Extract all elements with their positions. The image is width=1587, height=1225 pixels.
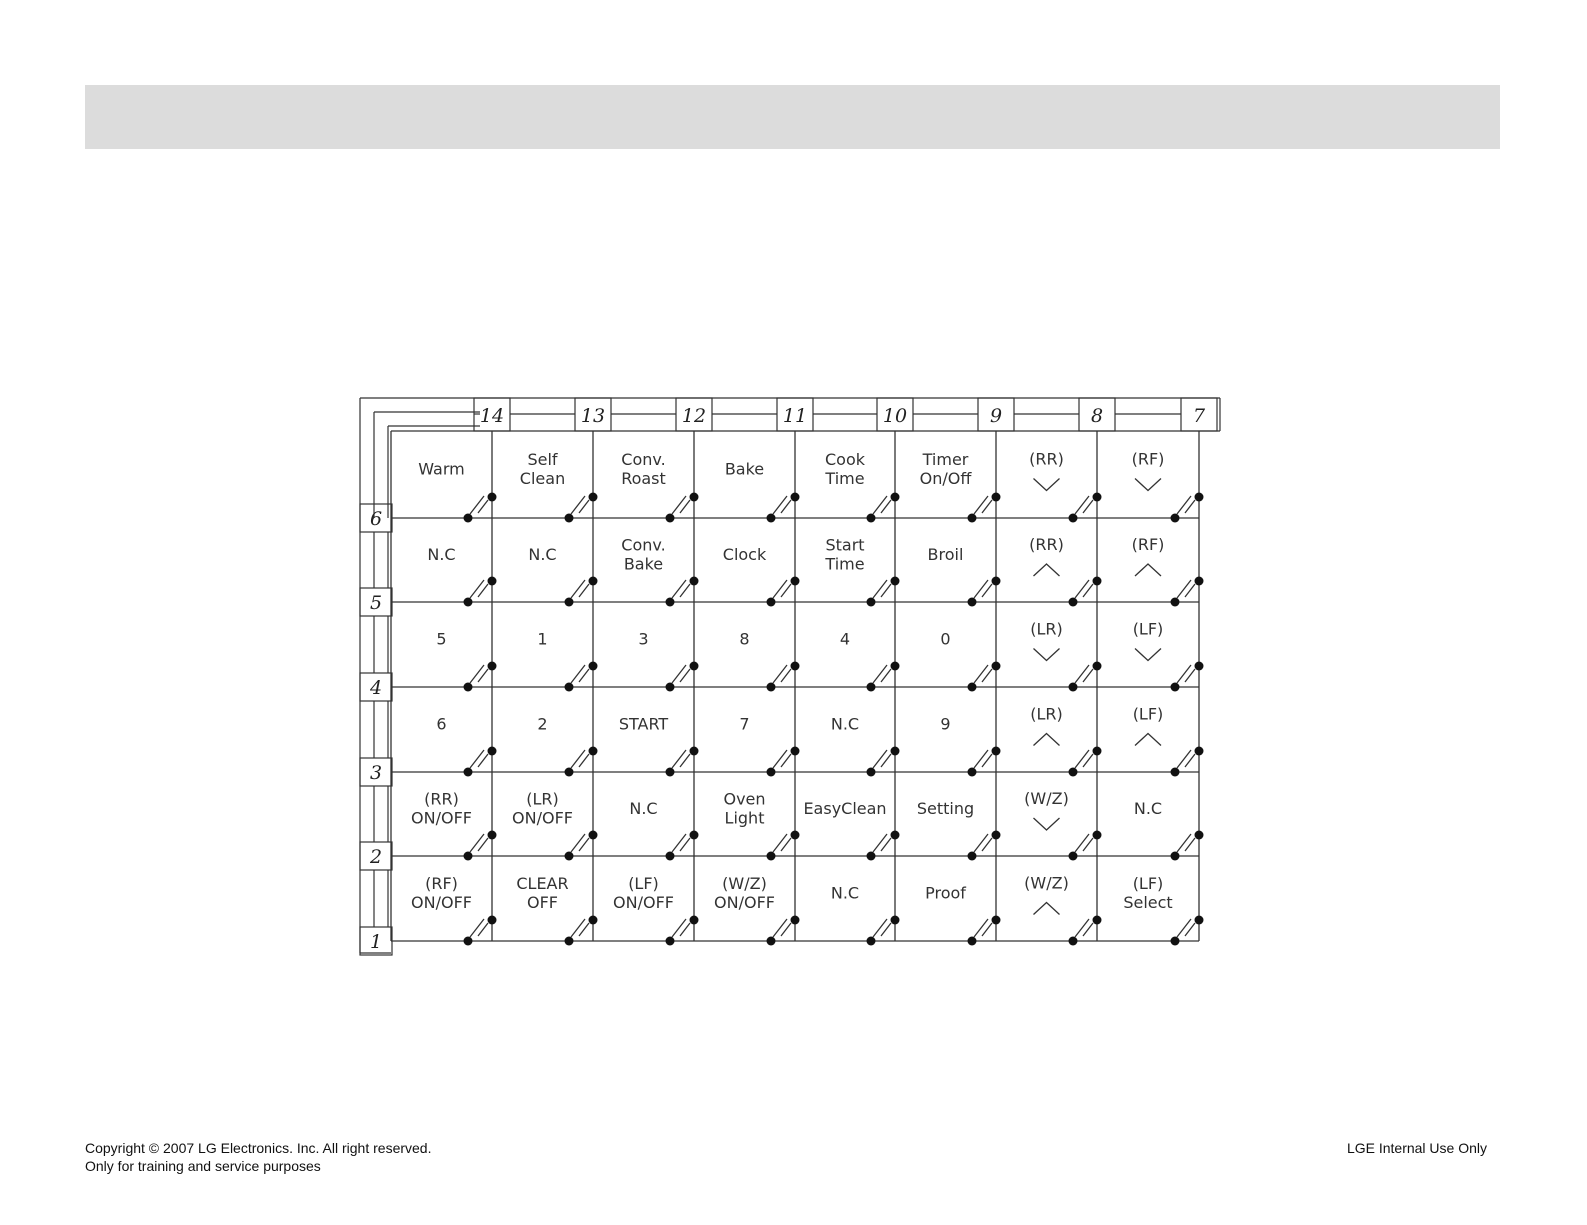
switch-contact-dot bbox=[1069, 937, 1078, 946]
key-label: Proof bbox=[925, 883, 966, 903]
switch-lever bbox=[470, 834, 484, 852]
key-label: Clock bbox=[722, 545, 767, 564]
switch-lever bbox=[773, 580, 787, 598]
switch-contact-dot bbox=[690, 662, 699, 671]
switch-contact-dot bbox=[1069, 683, 1078, 692]
key-label: (RF) bbox=[1131, 449, 1165, 469]
switch-contact-dot bbox=[565, 768, 574, 777]
switch-contact-dot bbox=[891, 493, 900, 502]
switch-contact-dot bbox=[992, 747, 1001, 756]
key-label: 3 bbox=[638, 629, 649, 649]
key-label: EasyClean bbox=[803, 799, 887, 818]
matrix-frame bbox=[360, 398, 1220, 955]
switch-lever bbox=[974, 834, 988, 852]
key-label: Start bbox=[825, 535, 865, 555]
switch-contact-dot bbox=[968, 598, 977, 607]
key-label: (RR) bbox=[424, 789, 459, 809]
key-label: (W/Z) bbox=[1024, 789, 1069, 808]
switch-contact-dot bbox=[1195, 493, 1204, 502]
column-number-label: 7 bbox=[1192, 405, 1206, 427]
switch-lever bbox=[873, 834, 887, 852]
switch-contact-dot bbox=[488, 662, 497, 671]
switch-lever bbox=[1177, 834, 1191, 852]
switch-lever bbox=[873, 919, 887, 937]
key-label: 2 bbox=[537, 714, 548, 734]
switch-contact-dot bbox=[464, 598, 473, 607]
switch-contact-dot bbox=[791, 493, 800, 502]
switch-contact-dot bbox=[488, 577, 497, 586]
switch-contact-dot bbox=[589, 916, 598, 925]
switch-lever bbox=[470, 750, 484, 768]
key-label: (LF) bbox=[1132, 619, 1164, 639]
switch-contact-dot bbox=[767, 683, 776, 692]
key-label: 0 bbox=[940, 629, 951, 649]
switch-contact-dot bbox=[666, 937, 675, 946]
key-label: START bbox=[618, 714, 669, 734]
switch-contact-dot bbox=[589, 493, 598, 502]
switch-contact-dot bbox=[589, 831, 598, 840]
switch-contact-dot bbox=[891, 831, 900, 840]
switch-lever bbox=[1177, 665, 1191, 683]
key-label: OFF bbox=[527, 893, 558, 912]
switch-lever bbox=[773, 665, 787, 683]
switch-contact-dot bbox=[791, 577, 800, 586]
key-label: N.C bbox=[830, 714, 860, 734]
switch-contact-dot bbox=[867, 852, 876, 861]
switch-contact-dot bbox=[767, 852, 776, 861]
switch-contact-dot bbox=[1195, 831, 1204, 840]
switch-contact-dot bbox=[488, 747, 497, 756]
key-label: N.C bbox=[1133, 799, 1163, 818]
chevron-up-icon bbox=[1034, 734, 1060, 746]
key-label: (RF) bbox=[1131, 535, 1165, 554]
key-label: (RF) bbox=[425, 874, 458, 893]
key-label: Cook bbox=[824, 450, 866, 469]
switch-contact-dot bbox=[1093, 577, 1102, 586]
key-label: ON/OFF bbox=[613, 893, 674, 912]
matrix-grid bbox=[391, 431, 1199, 941]
switch-contact-dot bbox=[992, 493, 1001, 502]
key-label: N.C bbox=[830, 883, 860, 903]
switch-contact-dot bbox=[767, 768, 776, 777]
switch-contact-dot bbox=[867, 514, 876, 523]
key-label: Setting bbox=[916, 799, 975, 818]
internal-use-text: LGE Internal Use Only bbox=[1346, 1140, 1487, 1156]
column-number-label: 10 bbox=[882, 405, 908, 427]
chevron-down-icon bbox=[1135, 479, 1161, 491]
key-label: Timer bbox=[922, 450, 969, 469]
switch-contact-dot bbox=[891, 577, 900, 586]
switch-contact-dot bbox=[1171, 852, 1180, 861]
switch-lever bbox=[571, 580, 585, 598]
switch-contact-dot bbox=[1093, 662, 1102, 671]
switch-lever bbox=[571, 919, 585, 937]
switch-contact-dot bbox=[464, 768, 473, 777]
switch-contact-dot bbox=[791, 747, 800, 756]
switch-contact-dot bbox=[565, 852, 574, 861]
switch-contact-dot bbox=[666, 514, 675, 523]
key-label: Oven bbox=[723, 789, 766, 809]
switch-contact-dot bbox=[1195, 577, 1204, 586]
switch-lever bbox=[1075, 580, 1089, 598]
switch-lever bbox=[1075, 665, 1089, 683]
key-label: (W/Z) bbox=[1024, 873, 1069, 893]
switch-contact-dot bbox=[589, 577, 598, 586]
switch-lever bbox=[1177, 496, 1191, 514]
switch-contact-dot bbox=[1069, 768, 1078, 777]
switch-contact-dot bbox=[1171, 514, 1180, 523]
chevron-up-icon bbox=[1034, 564, 1060, 576]
switch-contact-dot bbox=[1093, 916, 1102, 925]
footer-left bbox=[85, 1139, 431, 1175]
switch-contact-dot bbox=[1093, 831, 1102, 840]
row-number-label: 1 bbox=[369, 931, 383, 953]
switch-lever bbox=[873, 496, 887, 514]
switch-contact-dot bbox=[791, 662, 800, 671]
switch-contact-dot bbox=[690, 916, 699, 925]
key-label: (RR) bbox=[1029, 535, 1064, 554]
switch-contact-dot bbox=[690, 577, 699, 586]
switch-lever bbox=[470, 496, 484, 514]
switch-lever bbox=[1177, 919, 1191, 937]
chevron-up-icon bbox=[1135, 734, 1161, 746]
switch-lever bbox=[974, 580, 988, 598]
switch-lever bbox=[571, 834, 585, 852]
switch-contact-dot bbox=[1195, 747, 1204, 756]
key-label: N.C bbox=[427, 545, 456, 564]
chevron-down-icon bbox=[1034, 818, 1060, 830]
switch-contact-dot bbox=[1171, 937, 1180, 946]
key-label: Warm bbox=[418, 459, 465, 479]
switch-contact-dot bbox=[992, 916, 1001, 925]
key-label: Conv. bbox=[621, 450, 666, 469]
row-number-label: 2 bbox=[369, 846, 383, 868]
switch-lever bbox=[873, 750, 887, 768]
key-label: (LF) bbox=[1132, 704, 1164, 724]
switch-lever bbox=[1177, 750, 1191, 768]
switch-contact-dot bbox=[992, 662, 1001, 671]
key-label: CLEAR bbox=[516, 874, 569, 893]
switch-contact-dot bbox=[791, 831, 800, 840]
column-number-label: 11 bbox=[782, 405, 808, 427]
matrix-labels bbox=[369, 405, 1206, 953]
switch-lever bbox=[1075, 919, 1089, 937]
switch-lever bbox=[974, 665, 988, 683]
key-label: On/Off bbox=[919, 469, 972, 488]
key-label: Conv. bbox=[621, 535, 666, 555]
switch-lever bbox=[470, 919, 484, 937]
key-label: 6 bbox=[436, 714, 447, 734]
key-label: ON/OFF bbox=[411, 808, 472, 828]
key-label: 7 bbox=[739, 714, 750, 734]
key-label: Select bbox=[1123, 893, 1173, 912]
switch-contact-dot bbox=[992, 577, 1001, 586]
switch-lever bbox=[672, 580, 686, 598]
column-number-label: 8 bbox=[1090, 405, 1104, 427]
key-label: ON/OFF bbox=[411, 893, 472, 912]
switch-contact-dot bbox=[565, 598, 574, 607]
switch-contact-dot bbox=[666, 768, 675, 777]
key-label: (LR) bbox=[526, 789, 559, 809]
switch-contact-dot bbox=[589, 662, 598, 671]
switch-lever bbox=[470, 580, 484, 598]
key-label: (W/Z) bbox=[722, 874, 767, 893]
switch-lever bbox=[1075, 496, 1089, 514]
switch-lever bbox=[672, 919, 686, 937]
switch-lever bbox=[773, 834, 787, 852]
column-number-label: 12 bbox=[681, 405, 707, 427]
chevron-down-icon bbox=[1034, 649, 1060, 661]
switch-contact-dot bbox=[464, 852, 473, 861]
row-number-label: 3 bbox=[369, 762, 383, 784]
switch-contact-dot bbox=[1069, 514, 1078, 523]
switch-contact-dot bbox=[1093, 493, 1102, 502]
key-label: Self bbox=[527, 450, 558, 469]
chevron-up-icon bbox=[1135, 564, 1161, 576]
switch-contact-dot bbox=[767, 514, 776, 523]
switch-contact-dot bbox=[867, 683, 876, 692]
switch-contact-dot bbox=[968, 683, 977, 692]
purpose-text: Only for training and service purposes bbox=[85, 1158, 321, 1174]
key-label: Time bbox=[825, 469, 865, 488]
key-label: (RR) bbox=[1029, 449, 1064, 469]
switch-contact-dot bbox=[1069, 598, 1078, 607]
switch-lever bbox=[672, 834, 686, 852]
key-label: (LR) bbox=[1030, 704, 1063, 724]
switch-contact-dot bbox=[968, 852, 977, 861]
switch-contact-dot bbox=[767, 598, 776, 607]
key-label: (LR) bbox=[1030, 619, 1063, 639]
key-label: Light bbox=[724, 808, 765, 828]
chevron-down-icon bbox=[1135, 649, 1161, 661]
key-label: 9 bbox=[940, 714, 951, 734]
chevron-up-icon bbox=[1034, 903, 1060, 915]
switch-contact-dot bbox=[1171, 683, 1180, 692]
switch-lever bbox=[571, 750, 585, 768]
key-label: Roast bbox=[621, 469, 666, 488]
key-label: ON/OFF bbox=[714, 893, 775, 912]
key-label: N.C bbox=[528, 545, 557, 564]
switch-contact-dot bbox=[968, 937, 977, 946]
switch-contact-dot bbox=[867, 598, 876, 607]
footer-right bbox=[1347, 1139, 1487, 1157]
switch-contact-dot bbox=[1093, 747, 1102, 756]
row-number-label: 4 bbox=[369, 677, 383, 699]
switch-contact-dot bbox=[690, 493, 699, 502]
switch-contact-dot bbox=[867, 937, 876, 946]
switch-lever bbox=[773, 750, 787, 768]
switch-contact-dot bbox=[488, 916, 497, 925]
switch-lever bbox=[1177, 580, 1191, 598]
switch-contact-dot bbox=[666, 683, 675, 692]
switch-contact-dot bbox=[565, 937, 574, 946]
switch-contact-dot bbox=[589, 747, 598, 756]
switch-lever bbox=[1075, 750, 1089, 768]
key-label: Broil bbox=[927, 545, 964, 564]
key-label: N.C bbox=[629, 799, 658, 818]
key-label: 5 bbox=[436, 629, 447, 649]
switch-contact-dot bbox=[968, 514, 977, 523]
switch-lever bbox=[571, 496, 585, 514]
row-number-label: 6 bbox=[369, 508, 383, 530]
switch-contact-dot bbox=[565, 514, 574, 523]
switch-lever bbox=[1075, 834, 1089, 852]
switch-lever bbox=[672, 496, 686, 514]
row-number-label: 5 bbox=[369, 592, 383, 614]
copyright-text: Copyright © 2007 LG Electronics. Inc. All right reserved. bbox=[85, 1140, 432, 1156]
switch-contact-dot bbox=[1171, 598, 1180, 607]
switch-contact-dot bbox=[690, 831, 699, 840]
switch-contact-dot bbox=[891, 747, 900, 756]
key-label: Clean bbox=[519, 469, 566, 488]
key-label: (LF) bbox=[1132, 874, 1164, 893]
switch-lever bbox=[672, 750, 686, 768]
switch-contact-dot bbox=[1171, 768, 1180, 777]
chevron-down-icon bbox=[1034, 479, 1060, 491]
key-label: 4 bbox=[839, 629, 851, 649]
column-number-label: 13 bbox=[580, 405, 606, 427]
key-label: ON/OFF bbox=[512, 808, 573, 828]
switch-lever bbox=[873, 665, 887, 683]
key-label: (LF) bbox=[628, 874, 659, 893]
key-label: 1 bbox=[537, 629, 548, 649]
column-number-label: 9 bbox=[989, 405, 1003, 427]
switch-lever bbox=[773, 919, 787, 937]
switch-contact-dot bbox=[767, 937, 776, 946]
switch-contact-dot bbox=[891, 916, 900, 925]
switch-lever bbox=[672, 665, 686, 683]
switch-contact-dot bbox=[464, 937, 473, 946]
switch-contact-dot bbox=[992, 831, 1001, 840]
switch-contact-dot bbox=[791, 916, 800, 925]
column-number-label: 14 bbox=[479, 405, 505, 427]
switch-lever bbox=[873, 580, 887, 598]
switch-contact-dot bbox=[464, 514, 473, 523]
switch-contact-dot bbox=[968, 768, 977, 777]
key-label: 8 bbox=[739, 629, 750, 649]
switch-lever bbox=[974, 919, 988, 937]
key-label: Bake bbox=[623, 554, 664, 574]
switch-contact-dot bbox=[565, 683, 574, 692]
switch-lever bbox=[571, 665, 585, 683]
switch-contact-dot bbox=[488, 831, 497, 840]
key-label: Time bbox=[825, 554, 865, 574]
switch-contact-dot bbox=[666, 852, 675, 861]
switch-lever bbox=[470, 665, 484, 683]
switch-contact-dot bbox=[464, 683, 473, 692]
switch-lever bbox=[773, 496, 787, 514]
switch-contact-dot bbox=[891, 662, 900, 671]
switch-contact-dot bbox=[867, 768, 876, 777]
switch-contact-dot bbox=[1069, 852, 1078, 861]
switch-contact-dot bbox=[690, 747, 699, 756]
switch-contact-dot bbox=[666, 598, 675, 607]
switch-contact-dot bbox=[1195, 662, 1204, 671]
switch-lever bbox=[974, 750, 988, 768]
switch-contact-dot bbox=[488, 493, 497, 502]
key-label: Bake bbox=[724, 459, 765, 479]
switch-contact-dot bbox=[1195, 916, 1204, 925]
switch-lever bbox=[974, 496, 988, 514]
